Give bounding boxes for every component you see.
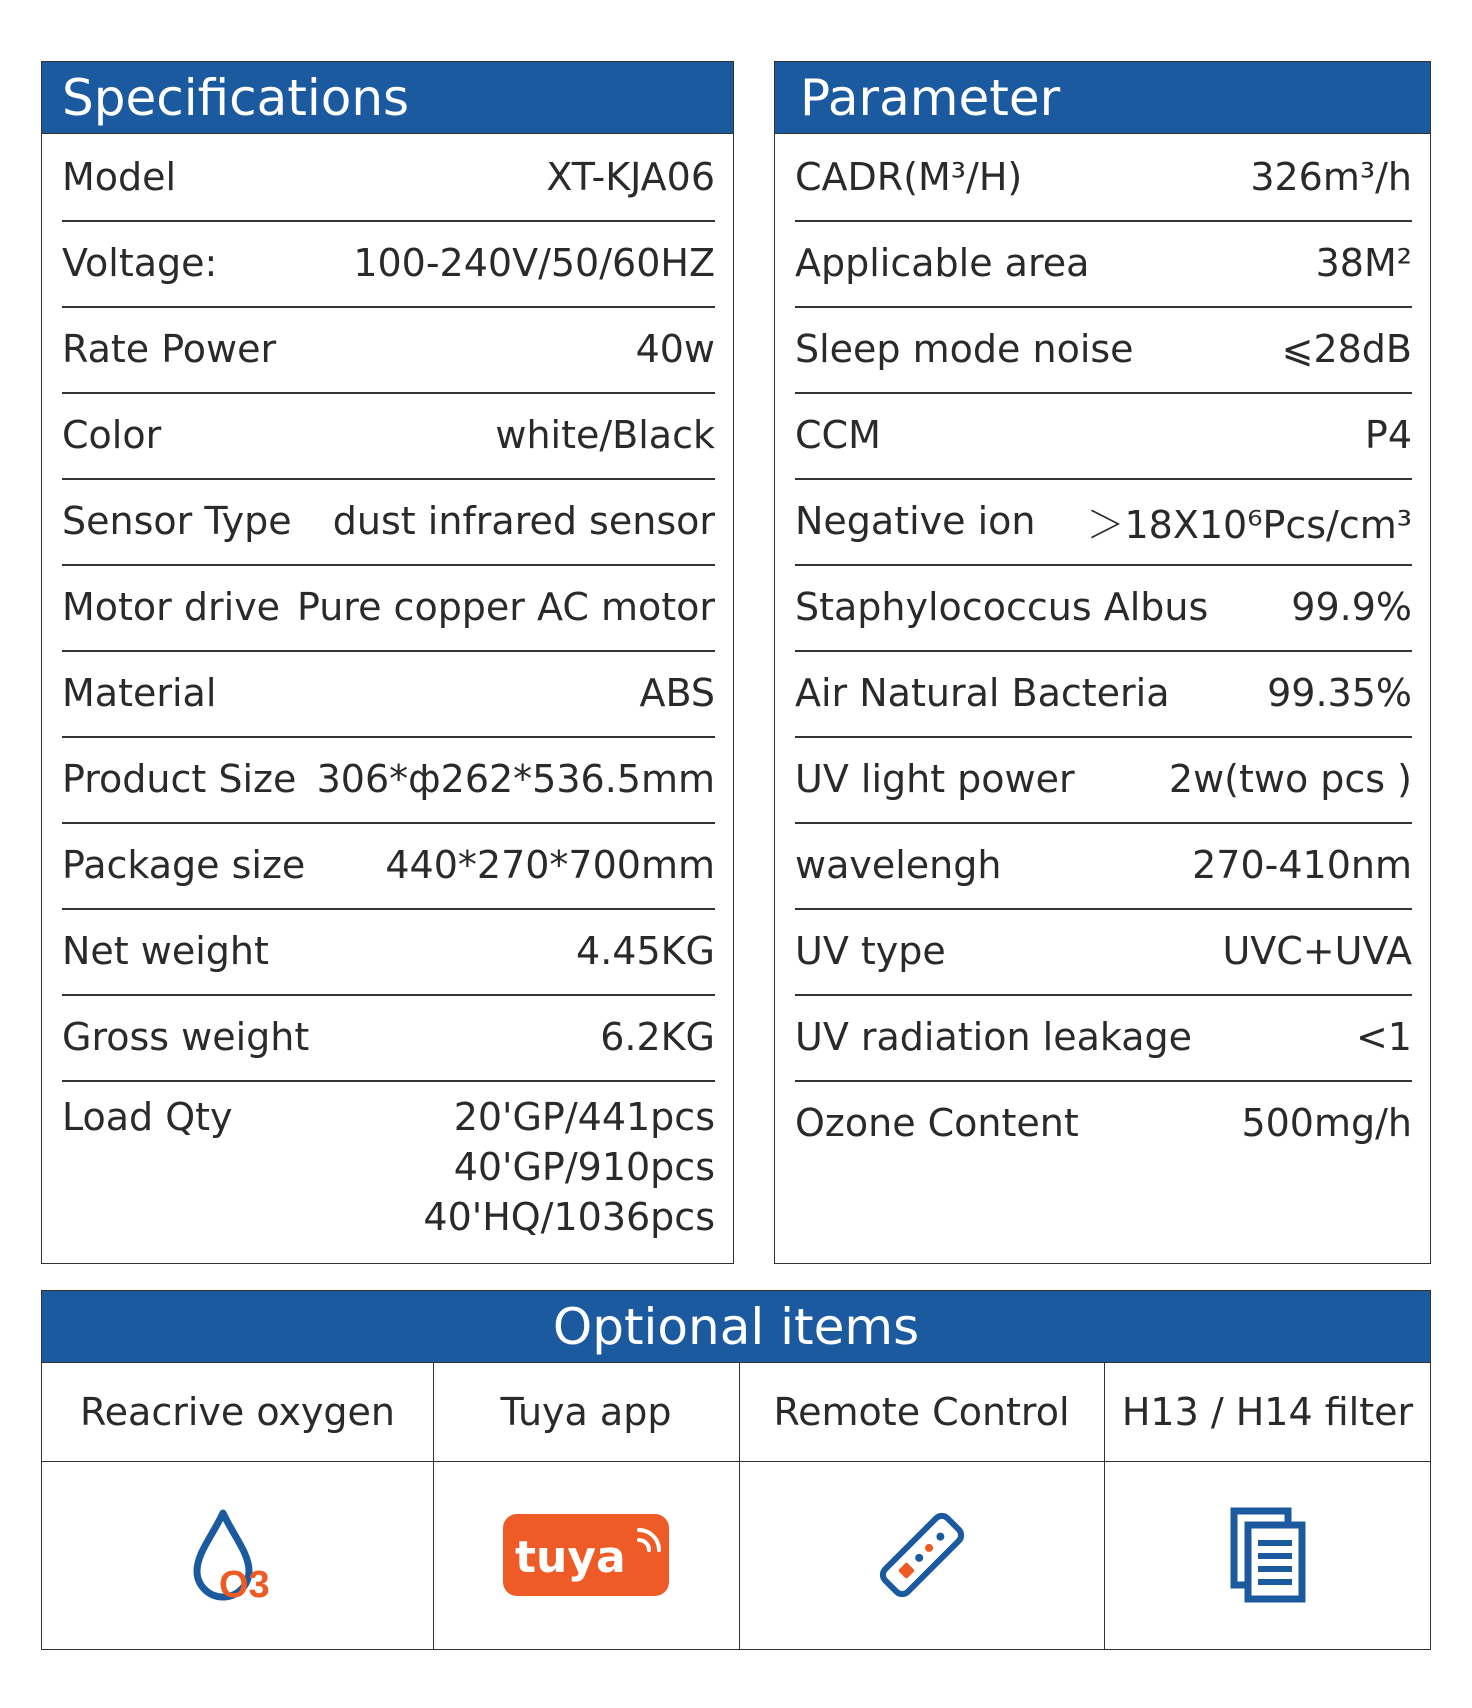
tuya-logo-icon xyxy=(433,1461,739,1649)
row-label: Product Size xyxy=(62,757,297,801)
spec-row xyxy=(62,564,715,652)
row-label: Color xyxy=(62,413,162,457)
spec-row xyxy=(795,134,1412,222)
ozone-icon-text: O3 xyxy=(218,1564,270,1605)
row-value: ABS xyxy=(639,671,715,715)
row-value: P4 xyxy=(1364,413,1412,457)
filter-icon xyxy=(1104,1461,1431,1649)
row-value: ＞18X10⁶Pcs/cm³ xyxy=(1086,502,1412,547)
row-value: <1 xyxy=(1355,1015,1412,1059)
row-label: UV light power xyxy=(795,757,1075,801)
load-qty-row xyxy=(62,1092,715,1242)
row-label: Load Qty xyxy=(62,1095,233,1139)
row-value: white/Black xyxy=(495,413,715,457)
row-label: UV radiation leakage xyxy=(795,1015,1192,1059)
spec-row xyxy=(62,908,715,996)
spec-row xyxy=(795,994,1412,1082)
row-value: 6.2KG xyxy=(600,1015,715,1059)
row-label: Negative ion xyxy=(795,499,1036,543)
spec-row xyxy=(795,306,1412,394)
spec-row xyxy=(795,1080,1412,1166)
row-label: Motor drive xyxy=(62,585,281,629)
row-label: Applicable area xyxy=(795,241,1090,285)
load-qty-value: 40'HQ/1036pcs xyxy=(423,1195,715,1239)
row-label: UV type xyxy=(795,929,946,973)
row-label: Gross weight xyxy=(62,1015,310,1059)
row-label: Sleep mode noise xyxy=(795,327,1134,371)
row-value: 38M² xyxy=(1315,241,1412,285)
row-value: 2w(two pcs ) xyxy=(1168,757,1412,801)
spec-row xyxy=(62,994,715,1082)
row-value: 40w xyxy=(635,327,715,371)
load-qty-value: 20'GP/441pcs xyxy=(453,1095,715,1139)
spec-row xyxy=(795,392,1412,480)
row-value: dust infrared sensor xyxy=(332,499,715,543)
parameter-panel xyxy=(774,61,1431,1264)
row-label: Air Natural Bacteria xyxy=(795,671,1170,715)
specifications-title: Specifications xyxy=(42,62,733,134)
spec-row xyxy=(795,822,1412,910)
optional-items-grid xyxy=(42,1363,1430,1649)
spec-row xyxy=(795,650,1412,738)
row-value: ⩽28dB xyxy=(1281,327,1412,371)
row-value: 306*ф262*536.5mm xyxy=(316,757,715,801)
spec-row xyxy=(62,736,715,824)
row-label: Staphylococcus Albus xyxy=(795,585,1209,629)
row-value: 500mg/h xyxy=(1241,1101,1412,1145)
row-label: Rate Power xyxy=(62,327,277,371)
spec-row xyxy=(795,564,1412,652)
optional-items-panel xyxy=(41,1290,1431,1650)
row-label: CADR(M³/H) xyxy=(795,155,1023,199)
row-value: Pure copper AC motor xyxy=(296,585,715,629)
row-value: XT-KJA06 xyxy=(546,155,715,199)
spec-row xyxy=(795,908,1412,996)
row-value: 440*270*700mm xyxy=(385,843,715,887)
optional-item-label: H13 / H14 filter xyxy=(1121,1390,1414,1434)
spec-row xyxy=(62,306,715,394)
optional-item-label: Remote Control xyxy=(773,1390,1070,1434)
row-label: Net weight xyxy=(62,929,269,973)
row-value: 270-410nm xyxy=(1192,843,1412,887)
spec-row xyxy=(62,650,715,738)
row-value: 100-240V/50/60HZ xyxy=(353,241,715,285)
row-label: Material xyxy=(62,671,217,715)
row-label: Sensor Type xyxy=(62,499,292,543)
row-value: 99.35% xyxy=(1267,671,1412,715)
ozone-drop-icon xyxy=(42,1461,433,1649)
row-label: CCM xyxy=(795,413,881,457)
load-qty-value: 40'GP/910pcs xyxy=(453,1145,715,1189)
spec-row xyxy=(62,822,715,910)
specifications-panel xyxy=(41,61,734,1264)
row-value: UVC+UVA xyxy=(1222,929,1412,973)
optional-item-label: Tuya app xyxy=(500,1390,672,1434)
optional-items-title: Optional items xyxy=(42,1291,1430,1363)
row-value: 4.45KG xyxy=(576,929,715,973)
optional-item-label: Reacrive oxygen xyxy=(79,1390,396,1434)
spec-row xyxy=(62,392,715,480)
spec-row xyxy=(62,478,715,566)
spec-row xyxy=(62,220,715,308)
row-label: Ozone Content xyxy=(795,1101,1079,1145)
spec-row xyxy=(795,220,1412,308)
spec-row xyxy=(795,478,1412,566)
row-label: wavelengh xyxy=(795,843,1002,887)
parameter-title: Parameter xyxy=(775,62,1430,134)
row-label: Model xyxy=(62,155,177,199)
spec-row xyxy=(62,134,715,222)
row-label: Voltage: xyxy=(62,241,218,285)
row-label: Package size xyxy=(62,843,306,887)
row-value xyxy=(423,1092,715,1242)
remote-control-icon xyxy=(739,1461,1104,1649)
row-value: 326m³/h xyxy=(1250,155,1412,199)
row-value: 99.9% xyxy=(1291,585,1412,629)
spec-row xyxy=(795,736,1412,824)
tuya-icon-text: tuya xyxy=(515,1532,626,1583)
